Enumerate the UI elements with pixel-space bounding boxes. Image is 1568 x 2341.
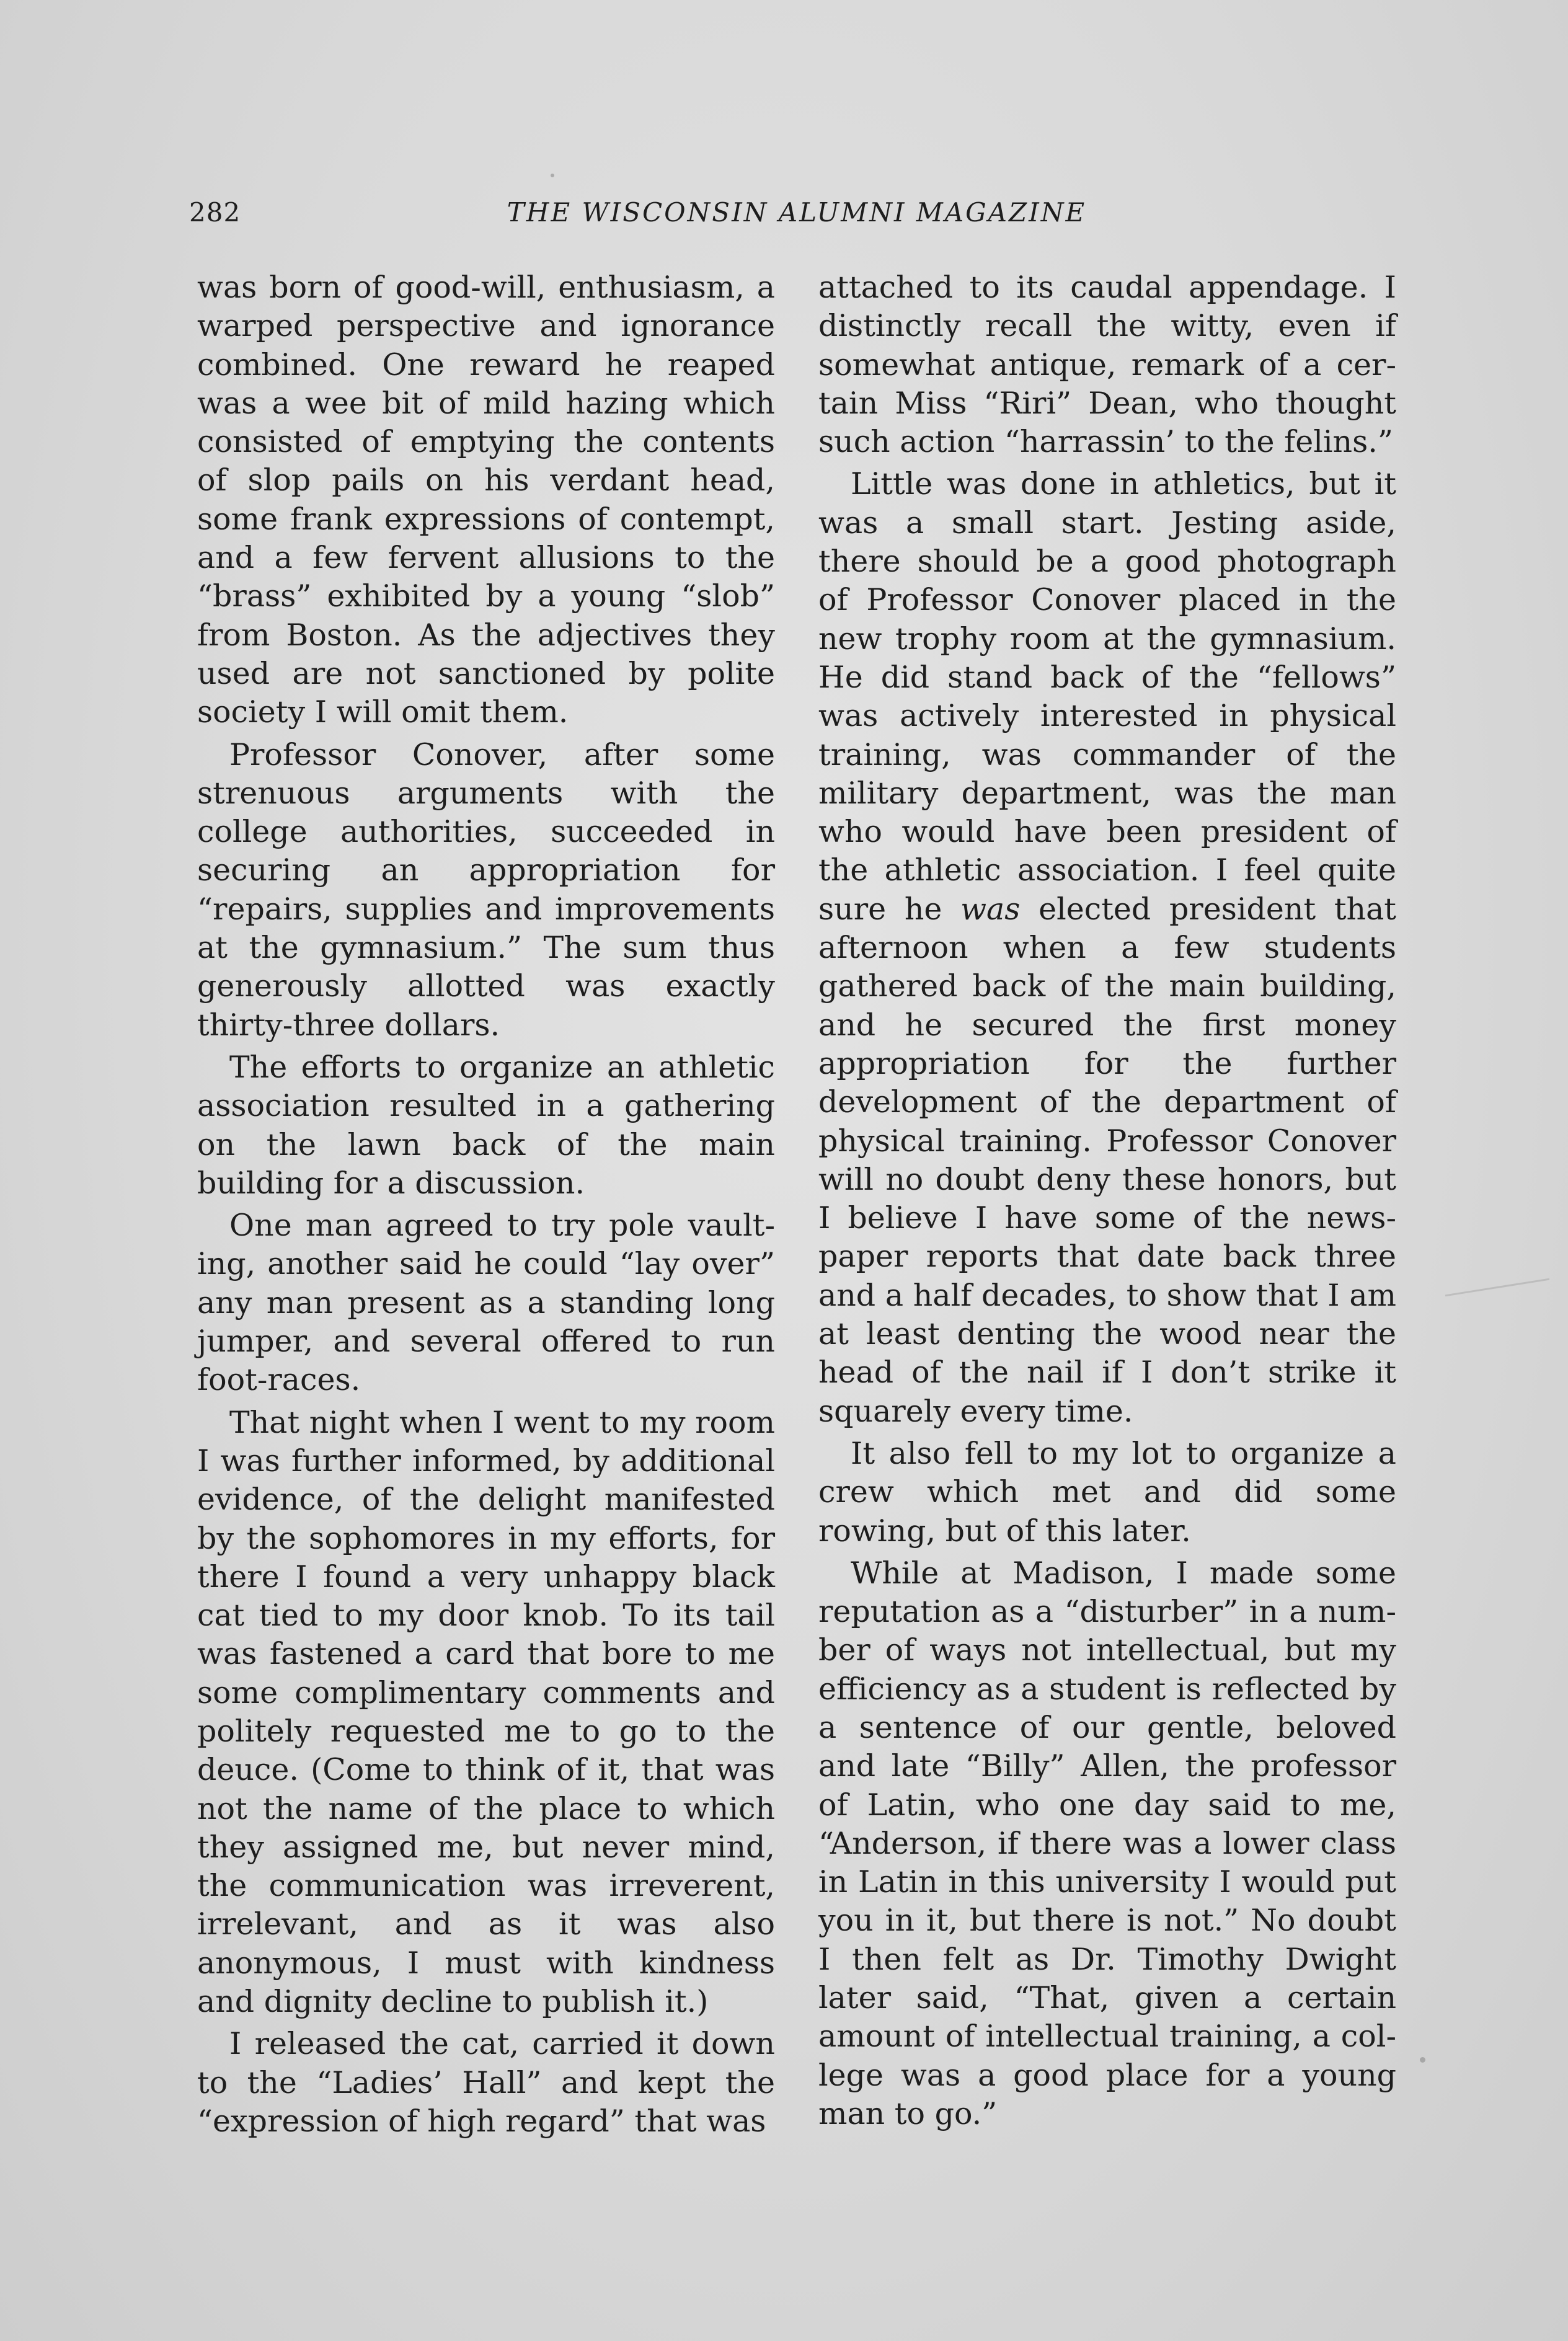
paragraph: attached to its caudal appendage. I distinctly recall the witty, even if somewhat antique, remark of a certain Miss “Riri” Dean, who thought such action “harrassin’ to the felins.” [818,270,1396,460]
paragraph: The efforts to organize an athletic association resulted in a gathering on the lawn back of the main building for a discussion. [197,1049,775,1201]
left-column [197,268,775,2144]
paragraph: That night when I went to my room I was further informed, by additional evidence, of the delight manifested by the sophomores in my efforts, for there I found a very unhappy black cat tied to my door knob. To its tail was fastened a card that bore to me some complimentary comments and politely requested me to go to the deuce. (Come to think of it, that was not the name of the place to which they assigned me, but never mind, the communication was irreverent, irrelevant, and as it was also anonymous, I must with kindness and dignity decline to publish it.) [197,1404,775,2020]
emphasized-word: was [960,891,1021,927]
paragraph-text: Little was done in athletics, but it was a small start. Jesting aside, there should be a good photograph of Professor Conover placed in the new trophy room at the gymnasium. He did stand back of the “fellows” was actively interested in physical training, was commander of the military department, was the man who would have been president of the athletic association. I feel quite sure he [818,466,1396,927]
paper-speck [1420,2057,1425,2063]
right-column [818,268,1396,2137]
paragraph: Professor Conover, after some strenuous arguments with the college authorities, succeeded in securing an appropriation for “repairs, supplies and improvements at the gymnasium.” The sum thus generously allotted was exactly thirty-three dollars. [197,737,775,1043]
paragraph: It also fell to my lot to organize a crew which met and did some rowing, but of this later. [818,1435,1396,1549]
paragraph: While at Madison, I made some reputation as a “disturber” in a number of ways not intellectual, but my efficiency as a student is reflected by a sentence of our gentle, beloved and late “Billy” Allen, the professor of Latin, who one day said to me, “Anderson, if there was a lower class in Latin in this university I would put you in it, but there is not.” No doubt I then felt as Dr. Timothy Dwight later said, “That, given a certain amount of intellectual training, a college was a good place for a young man to go.” [818,1555,1396,2131]
paragraph: I released the cat, carried it down to the “Ladies’ Hall” and kept the “expression of high regard” that was [197,2026,775,2139]
page-number: 282 [189,197,241,228]
paragraph: was born of good-will, enthusiasm, a warped perspective and ignorance combined. One reward he reaped was a wee bit of mild hazing which consisted of emptying the contents of slop pails on his verdant head, some frank expressions of contempt, and a few fervent allusions to the “brass” exhibited by a young “slob” from Boston. As the adjectives they used are not sanctioned by polite society I will omit them. [197,270,775,730]
paragraph [818,465,1396,1430]
paper-crease [1445,1278,1549,1297]
running-title: THE WISCONSIN ALUMNI MAGAZINE [507,197,1087,228]
paragraph: One man agreed to try pole vaulting, another said he could “lay over” any man present as a standing long jumper, and several offered to run foot-races. [197,1208,775,1398]
paragraph-text: elected president that afternoon when a few students gathered back of the main building, and he secured the first money appropriation for the further development of the department of physical training. Professor Conover will no doubt deny these honors, but I believe I have some of the newspaper reports that date back three and a half decades, to show that I am at least denting the wood near the head of the nail if I don’t strike it squarely every time. [818,891,1397,1429]
page-header [189,197,1404,234]
paper-speck [551,174,554,177]
